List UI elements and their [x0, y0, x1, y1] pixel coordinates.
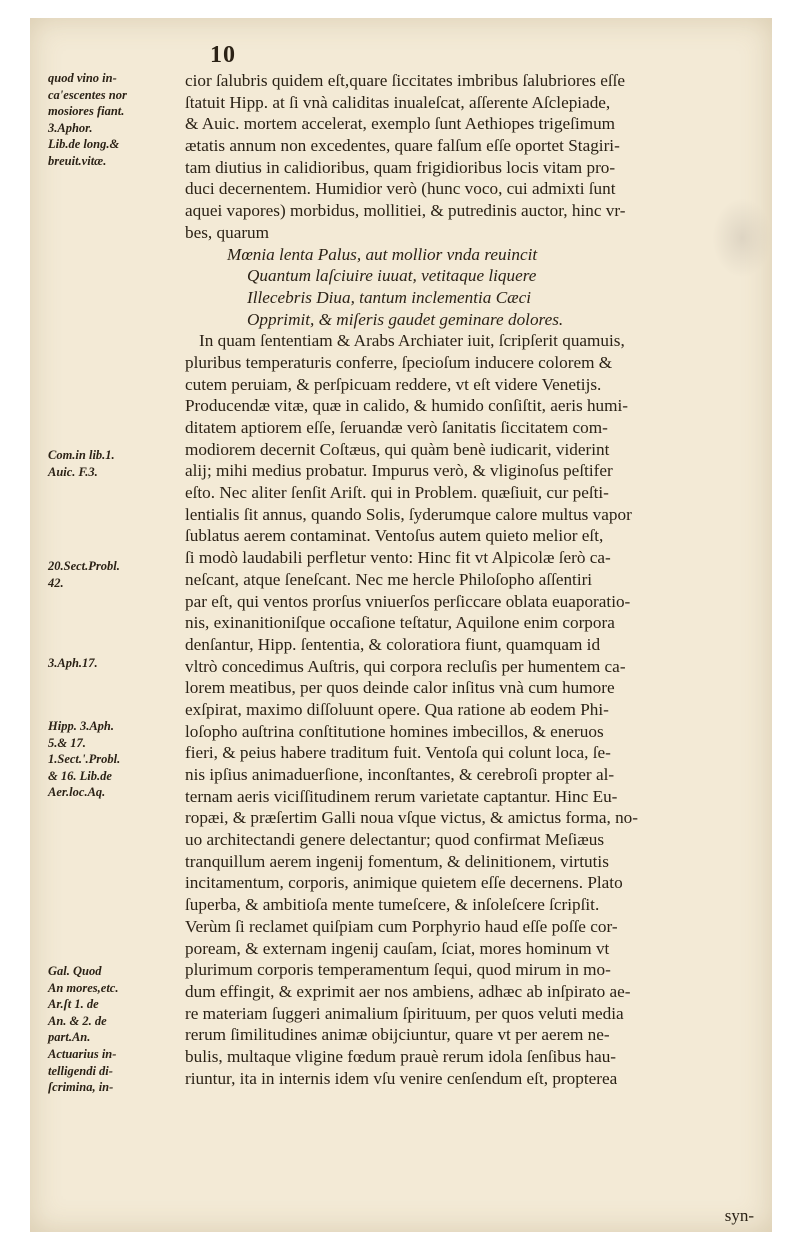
text-line: rerum ſimilitudines animæ obijciuntur, quare vt per aerem ne-	[185, 1025, 610, 1045]
margin-note: Com.in lib.1. Auic. F.3.	[48, 448, 115, 479]
text-line: cutem peruiam, & perſpicuam reddere, vt eſt videre Venetijs.	[185, 374, 602, 394]
text-line: pluribus temperaturis conferre, ſpecioſum inducere colorem &	[185, 352, 613, 372]
text-line: re materiam ſuggeri animalium ſpirituum, per quos veluti media	[185, 1003, 624, 1023]
margin-note: 3.Aph.17.	[48, 656, 98, 670]
text-line: modiorem decernit Coſtæus, qui quàm benè iudicarit, viderint	[185, 439, 610, 459]
text-line: ſuperba, & ambitioſa mente tumeſcere, & inſoleſcere ſcripſit.	[185, 895, 600, 915]
text-line: plurimum corporis temperamentum ſequi, quod mirum in mo-	[185, 960, 611, 980]
text-line: aquei vapores) morbidus, mollitiei, & putredinis auctor, hinc vr-	[185, 201, 626, 221]
catchword: syn-	[724, 1206, 754, 1225]
text-line: dum effingit, & exprimit aer nos ambiens, adhæc ab inſpirato ae-	[185, 981, 631, 1001]
text-line: loſopho auſtrina conſtitutione homines imbecillos, & eneruos	[185, 721, 604, 741]
text-line: Verùm ſi reclamet quiſpiam cum Porphyrio haud eſſe poſſe cor-	[185, 916, 618, 936]
text-line: ſtatuit Hipp. at ſi vnà caliditas inualeſcat, aſſerente Aſclepiade,	[185, 92, 611, 112]
verse-line: Opprimit, & miſeris gaudet geminare dolores.	[247, 309, 564, 329]
text-line: alij; mihi medius probatur. Impurus verò, & vliginoſus peſtifer	[185, 461, 613, 481]
text-line: lentialis ſit annus, quando Solis, ſyderumque calore multus vapor	[185, 504, 632, 524]
text-line: cior ſalubris quidem eſt,quare ſiccitates imbribus ſalubriores eſſe	[185, 71, 626, 90]
text-line: ſublatus aerem contaminat. Ventoſus autem quieto melior eſt,	[185, 526, 604, 546]
text-line: neſcant, atque ſeneſcant. Nec me hercle Philoſopho aſſentiri	[185, 569, 593, 589]
verse-line: Mœnia lenta Palus, aut mollior vnda reuincit	[227, 244, 538, 264]
text-line: ſi modò laudabili perfletur vento: Hinc fit vt Alpicolæ ſerò ca-	[185, 548, 611, 568]
text-line: riuntur, ita in internis idem vſu venire cenſendum eſt, propterea	[185, 1068, 618, 1088]
margin-notes	[48, 70, 180, 1220]
main-text-column	[185, 70, 765, 1089]
text-line: nis ipſius animaduerſione, inconſtantes, & cerebroſi propter al-	[185, 765, 615, 784]
text-line: & Auic. mortem accelerat, exemplo ſunt Aethiopes trigeſimum	[185, 114, 616, 134]
verse-line: Illecebris Diua, tantum inclementia Cæci	[247, 287, 532, 307]
text-line: poream, & externam ingenij cauſam, ſciat, mores hominum vt	[185, 938, 610, 958]
text-line: lorem meatibus, per quos deinde calor inſitus vnà cum humore	[185, 678, 615, 698]
text-line: exſpirat, maximo diſſoluunt opere. Qua ratione ab eodem Phi-	[185, 699, 609, 719]
text-line: fieri, & peius habere traditum fuit. Ventoſa qui colunt loca, ſe-	[185, 743, 611, 763]
page-number: 10	[210, 42, 236, 68]
text-line: tam diutius in calidioribus, quam frigidioribus locis vitam pro-	[185, 157, 616, 177]
text-line: uo architectandi genere delectantur; quod confirmat Meſiæus	[185, 830, 605, 850]
text-line: In quam ſententiam & Arabs Archiater iuit, ſcripſerit quamuis,	[199, 331, 625, 351]
verse-line: Quantum laſciuire iuuat, vetitaque liquere	[247, 266, 537, 286]
text-line: duci decernentem. Humidior verò (hunc voco, cui admixti ſunt	[185, 179, 616, 199]
margin-note: 20.Sect.Probl. 42.	[48, 559, 120, 590]
margin-note: Hipp. 3.Aph. 5.& 17. 1.Sect.'.Probl. & 16. Lib.de Aer.loc.Aq.	[48, 719, 121, 800]
text-line: denſantur, Hipp. ſententia, & coloratiora fiunt, quamquam id	[185, 634, 601, 654]
text-line: ropæi, & præſertim Galli noua vſque victus, & amictus forma, no-	[185, 808, 639, 828]
text-line: vltrò concedimus Auſtris, qui corpora recluſis per humentem ca-	[185, 656, 626, 676]
text-line: incitamentum, corporis, animique quietem eſſe decernens. Plato	[185, 873, 623, 893]
text-line: tranquillum aerem ingenij fomentum, & delinitionem, virtutis	[185, 851, 609, 871]
text-line: eſto. Nec aliter ſenſit Ariſt. qui in Problem. quæſiuit, cur peſti-	[185, 483, 609, 503]
text-line: ditatem aptiorem eſſe, ſeruandæ verò ſanitatis ſiccitatem com-	[185, 418, 608, 437]
margin-note: quod vino in- ca'escentes nor mosiores fiant. 3.Aphor. Lib.de long.& breuit.vitæ.	[48, 71, 127, 168]
text-line: ætatis annum non excedentes, quare falſum eſſe oportet Stagiri-	[185, 136, 620, 156]
text-line: ternam aeris viciſſitudinem rerum varietate captantur. Hinc Eu-	[185, 786, 618, 806]
text-line: par eſt, qui ventos prorſus vniuerſos perſiccare oblata euaporatio-	[185, 591, 631, 611]
margin-note: Gal. Quod An mores,etc. Ar.ſt 1. de An. & 2. de part.An. Actuarius in- telligendi di- ſcrimina, in-	[48, 964, 119, 1095]
text-line: Producendæ vitæ, quæ in calido, & humido conſiſtit, aeris humi-	[185, 396, 629, 416]
text-line: bulis, multaque vligine fœdum prauè rerum idola ſenſibus hau-	[185, 1046, 617, 1066]
text-line: bes, quarum	[185, 222, 270, 242]
book-page	[30, 18, 772, 1232]
text-line: nis, exinanitioniſque occaſione teſtatur, Aquilone enim corpora	[185, 613, 615, 633]
